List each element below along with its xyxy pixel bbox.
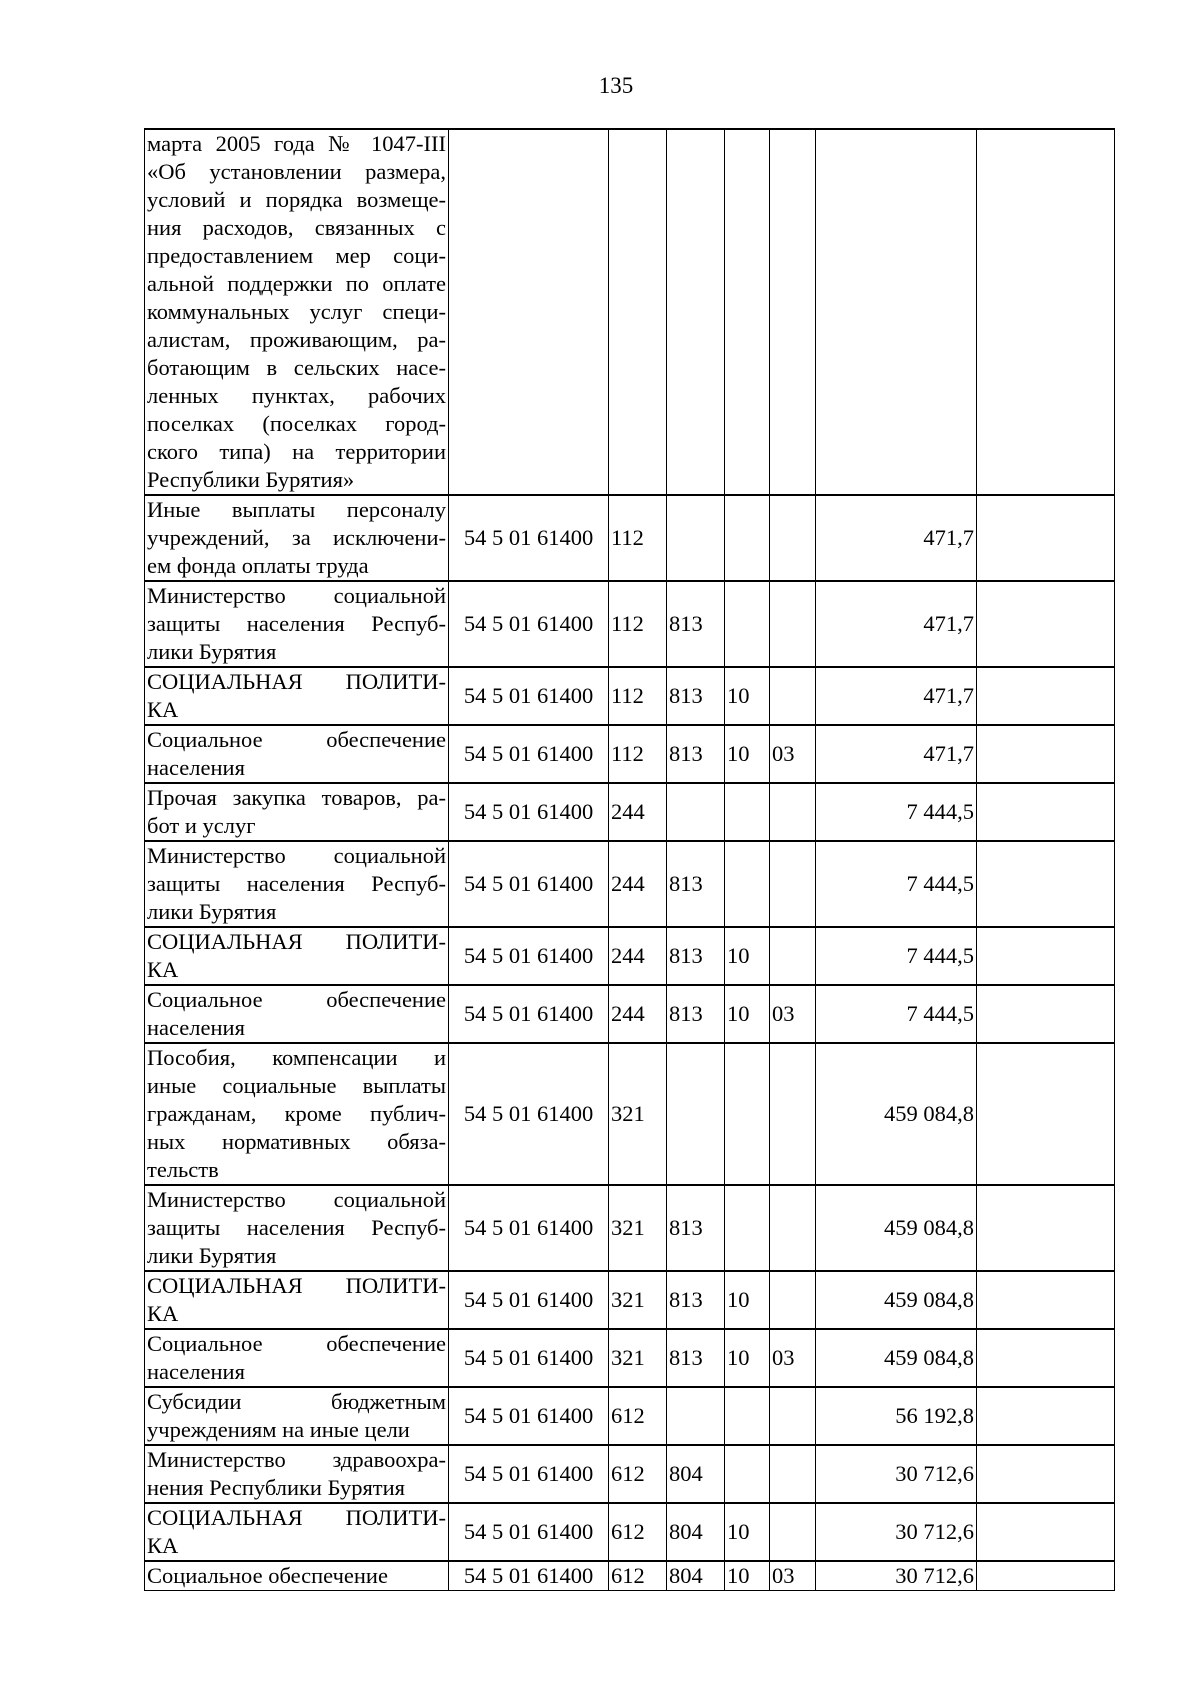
amount-value: 459 084,8 <box>816 1043 977 1185</box>
row-name-line: СОЦИАЛЬНАЯ ПОЛИТИ- <box>147 669 446 694</box>
subsection-code <box>770 1445 816 1503</box>
subsection-code <box>770 667 816 725</box>
subsection-code <box>770 1271 816 1329</box>
amount-value: 7 444,5 <box>816 927 977 985</box>
table-row <box>145 1561 1115 1591</box>
row-name-line: защиты населения Респуб- <box>147 1215 446 1240</box>
ministry-code: 804 <box>667 1561 725 1591</box>
subsection-code: 03 <box>770 1561 816 1591</box>
section-code: 10 <box>725 1329 770 1387</box>
row-name-line: КА <box>147 697 179 722</box>
empty-column-cell <box>977 1271 1115 1329</box>
target-article-code: 54 5 01 61400 <box>449 985 609 1043</box>
table-body <box>145 129 1115 1591</box>
row-name-line: Социальное обеспечение <box>147 1331 446 1356</box>
expense-type-code: 612 <box>609 1503 667 1561</box>
expense-type-code: 112 <box>609 725 667 783</box>
empty-column-cell <box>977 1185 1115 1271</box>
row-name-line: иные социальные выплаты <box>147 1073 446 1098</box>
row-name-cell <box>145 1271 449 1329</box>
amount-value: 459 084,8 <box>816 1329 977 1387</box>
target-article-code: 54 5 01 61400 <box>449 495 609 581</box>
row-name-line: ных нормативных обяза- <box>147 1129 446 1154</box>
row-name-line: населения <box>147 1015 245 1040</box>
empty-column-cell <box>977 927 1115 985</box>
table-row <box>145 1271 1115 1329</box>
subsection-code: 03 <box>770 725 816 783</box>
subsection-code <box>770 783 816 841</box>
row-name-line: населения <box>147 755 245 780</box>
row-name-line: Социальное обеспечение <box>147 727 446 752</box>
expense-type-code: 244 <box>609 841 667 927</box>
target-article-code: 54 5 01 61400 <box>449 841 609 927</box>
section-code <box>725 1043 770 1185</box>
amount-value: 56 192,8 <box>816 1387 977 1445</box>
target-article-code: 54 5 01 61400 <box>449 581 609 667</box>
row-name-line: учреждений, за исключени- <box>147 525 446 550</box>
row-name-line: Республики Бурятия» <box>147 467 355 492</box>
row-name-line: бот и услуг <box>147 813 256 838</box>
table-row <box>145 1503 1115 1561</box>
ministry-code <box>667 1043 725 1185</box>
amount-value: 471,7 <box>816 581 977 667</box>
amount-value: 7 444,5 <box>816 783 977 841</box>
section-code <box>725 129 770 495</box>
ministry-code: 813 <box>667 1271 725 1329</box>
row-name-cell <box>145 1185 449 1271</box>
empty-column-cell <box>977 1329 1115 1387</box>
row-name-line: предоставлением мер соци- <box>147 243 446 268</box>
ministry-code <box>667 1387 725 1445</box>
row-name-line: Прочая закупка товаров, ра- <box>147 785 446 810</box>
table-row <box>145 1387 1115 1445</box>
amount-value: 30 712,6 <box>816 1561 977 1591</box>
ministry-code <box>667 129 725 495</box>
table-row <box>145 783 1115 841</box>
row-name-line: ского типа) на территории <box>147 439 446 464</box>
row-name-line: марта 2005 года № 1047-III <box>147 131 446 156</box>
row-name-cell <box>145 725 449 783</box>
target-article-code <box>449 129 609 495</box>
subsection-code <box>770 927 816 985</box>
table-row <box>145 495 1115 581</box>
subsection-code <box>770 1043 816 1185</box>
row-name-line: Пособия, компенсации и <box>147 1045 446 1070</box>
row-name-line: ния расходов, связанных с <box>147 215 446 240</box>
expense-type-code: 244 <box>609 985 667 1043</box>
target-article-code: 54 5 01 61400 <box>449 1445 609 1503</box>
row-name-line: нения Республики Бурятия <box>147 1475 406 1500</box>
empty-column-cell <box>977 725 1115 783</box>
amount-value <box>816 129 977 495</box>
row-name-line: КА <box>147 1533 179 1558</box>
table-row <box>145 1043 1115 1185</box>
ministry-code: 804 <box>667 1503 725 1561</box>
ministry-code: 804 <box>667 1445 725 1503</box>
empty-column-cell <box>977 1387 1115 1445</box>
expense-type-code <box>609 129 667 495</box>
row-name-line: гражданам, кроме публич- <box>147 1101 446 1126</box>
row-name-cell <box>145 1561 449 1591</box>
row-name-line: Министерство здравоохра- <box>147 1447 446 1472</box>
row-name-line: ем фонда оплаты труда <box>147 553 369 578</box>
empty-column-cell <box>977 783 1115 841</box>
amount-value: 30 712,6 <box>816 1503 977 1561</box>
expense-type-code: 244 <box>609 783 667 841</box>
row-name-line: ленных пунктах, рабочих <box>147 383 446 408</box>
section-code: 10 <box>725 1271 770 1329</box>
row-name-cell <box>145 1503 449 1561</box>
section-code: 10 <box>725 725 770 783</box>
empty-column-cell <box>977 581 1115 667</box>
expense-type-code: 612 <box>609 1445 667 1503</box>
target-article-code: 54 5 01 61400 <box>449 1329 609 1387</box>
ministry-code: 813 <box>667 1329 725 1387</box>
section-code: 10 <box>725 927 770 985</box>
table-row <box>145 1445 1115 1503</box>
target-article-code: 54 5 01 61400 <box>449 783 609 841</box>
row-name-line: условий и порядка возмеще- <box>147 187 446 212</box>
row-name-line: учреждениям на иные цели <box>147 1417 410 1442</box>
row-name-cell <box>145 1043 449 1185</box>
empty-column-cell <box>977 667 1115 725</box>
row-name-line: коммунальных услуг специ- <box>147 299 446 324</box>
row-name-line: Иные выплаты персоналу <box>147 497 446 522</box>
empty-column-cell <box>977 985 1115 1043</box>
empty-column-cell <box>977 129 1115 495</box>
row-name-line: лики Бурятия <box>147 1243 277 1268</box>
row-name-line: лики Бурятия <box>147 639 277 664</box>
amount-value: 471,7 <box>816 725 977 783</box>
empty-column-cell <box>977 1503 1115 1561</box>
ministry-code: 813 <box>667 667 725 725</box>
row-name-line: алистам, проживающим, ра- <box>147 327 446 352</box>
expense-type-code: 321 <box>609 1185 667 1271</box>
section-code <box>725 783 770 841</box>
row-name-line: Министерство социальной <box>147 843 446 868</box>
amount-value: 459 084,8 <box>816 1271 977 1329</box>
budget-table <box>144 128 1115 1591</box>
subsection-code <box>770 1387 816 1445</box>
section-code <box>725 841 770 927</box>
section-code <box>725 1445 770 1503</box>
amount-value: 30 712,6 <box>816 1445 977 1503</box>
row-name-cell <box>145 783 449 841</box>
row-name-cell <box>145 129 449 495</box>
amount-value: 7 444,5 <box>816 841 977 927</box>
section-code: 10 <box>725 1503 770 1561</box>
ministry-code <box>667 783 725 841</box>
row-name-line: тельств <box>147 1157 219 1182</box>
expense-type-code: 612 <box>609 1387 667 1445</box>
page-number: 135 <box>598 73 634 98</box>
ministry-code: 813 <box>667 1185 725 1271</box>
empty-column-cell <box>977 1043 1115 1185</box>
row-name-cell <box>145 1445 449 1503</box>
expense-type-code: 321 <box>609 1271 667 1329</box>
target-article-code: 54 5 01 61400 <box>449 1387 609 1445</box>
row-name-cell <box>145 581 449 667</box>
row-name-line: КА <box>147 1301 179 1326</box>
row-name-cell <box>145 841 449 927</box>
ministry-code: 813 <box>667 841 725 927</box>
row-name-line: Социальное обеспечение <box>147 987 446 1012</box>
row-name-line: «Об установлении размера, <box>147 159 446 184</box>
row-name-cell <box>145 927 449 985</box>
row-name-line: лики Бурятия <box>147 899 277 924</box>
row-name-cell <box>145 1387 449 1445</box>
row-name-cell <box>145 667 449 725</box>
row-name-line: защиты населения Респуб- <box>147 871 446 896</box>
ministry-code: 813 <box>667 581 725 667</box>
table-row <box>145 1185 1115 1271</box>
table-row <box>145 1329 1115 1387</box>
ministry-code: 813 <box>667 927 725 985</box>
row-name-line: Министерство социальной <box>147 583 446 608</box>
table-row <box>145 927 1115 985</box>
row-name-line: альной поддержки по оплате <box>147 271 446 296</box>
section-code <box>725 495 770 581</box>
empty-column-cell <box>977 1561 1115 1591</box>
table-row <box>145 581 1115 667</box>
target-article-code: 54 5 01 61400 <box>449 1561 609 1591</box>
target-article-code: 54 5 01 61400 <box>449 1043 609 1185</box>
row-name-line: Социальное обеспечение <box>147 1563 388 1588</box>
table-row <box>145 725 1115 783</box>
expense-type-code: 612 <box>609 1561 667 1591</box>
section-code <box>725 1387 770 1445</box>
row-name-line: поселках (поселках город- <box>147 411 446 436</box>
section-code <box>725 581 770 667</box>
section-code: 10 <box>725 1561 770 1591</box>
row-name-cell <box>145 985 449 1043</box>
row-name-line: СОЦИАЛЬНАЯ ПОЛИТИ- <box>147 929 446 954</box>
expense-type-code: 112 <box>609 581 667 667</box>
table-row <box>145 129 1115 495</box>
subsection-code <box>770 1503 816 1561</box>
empty-column-cell <box>977 841 1115 927</box>
target-article-code: 54 5 01 61400 <box>449 1185 609 1271</box>
target-article-code: 54 5 01 61400 <box>449 667 609 725</box>
target-article-code: 54 5 01 61400 <box>449 1271 609 1329</box>
target-article-code: 54 5 01 61400 <box>449 725 609 783</box>
empty-column-cell <box>977 495 1115 581</box>
row-name-line: КА <box>147 957 179 982</box>
ministry-code: 813 <box>667 985 725 1043</box>
subsection-code <box>770 1185 816 1271</box>
amount-value: 471,7 <box>816 667 977 725</box>
expense-type-code: 321 <box>609 1329 667 1387</box>
amount-value: 471,7 <box>816 495 977 581</box>
amount-value: 7 444,5 <box>816 985 977 1043</box>
row-name-line: СОЦИАЛЬНАЯ ПОЛИТИ- <box>147 1505 446 1530</box>
row-name-line: СОЦИАЛЬНАЯ ПОЛИТИ- <box>147 1273 446 1298</box>
row-name-line: защиты населения Респуб- <box>147 611 446 636</box>
row-name-cell <box>145 495 449 581</box>
table-row <box>145 841 1115 927</box>
expense-type-code: 112 <box>609 495 667 581</box>
expense-type-code: 112 <box>609 667 667 725</box>
expense-type-code: 244 <box>609 927 667 985</box>
row-name-cell <box>145 1329 449 1387</box>
section-code: 10 <box>725 667 770 725</box>
subsection-code: 03 <box>770 985 816 1043</box>
subsection-code <box>770 581 816 667</box>
table-row <box>145 667 1115 725</box>
subsection-code <box>770 495 816 581</box>
amount-value: 459 084,8 <box>816 1185 977 1271</box>
section-code: 10 <box>725 985 770 1043</box>
ministry-code: 813 <box>667 725 725 783</box>
subsection-code: 03 <box>770 1329 816 1387</box>
target-article-code: 54 5 01 61400 <box>449 927 609 985</box>
row-name-line: Субсидии бюджетным <box>147 1389 446 1414</box>
subsection-code <box>770 841 816 927</box>
ministry-code <box>667 495 725 581</box>
empty-column-cell <box>977 1445 1115 1503</box>
target-article-code: 54 5 01 61400 <box>449 1503 609 1561</box>
subsection-code <box>770 129 816 495</box>
table-row <box>145 985 1115 1043</box>
row-name-line: ботающим в сельских насе- <box>147 355 446 380</box>
row-name-line: Министерство социальной <box>147 1187 446 1212</box>
row-name-line: населения <box>147 1359 245 1384</box>
section-code <box>725 1185 770 1271</box>
expense-type-code: 321 <box>609 1043 667 1185</box>
